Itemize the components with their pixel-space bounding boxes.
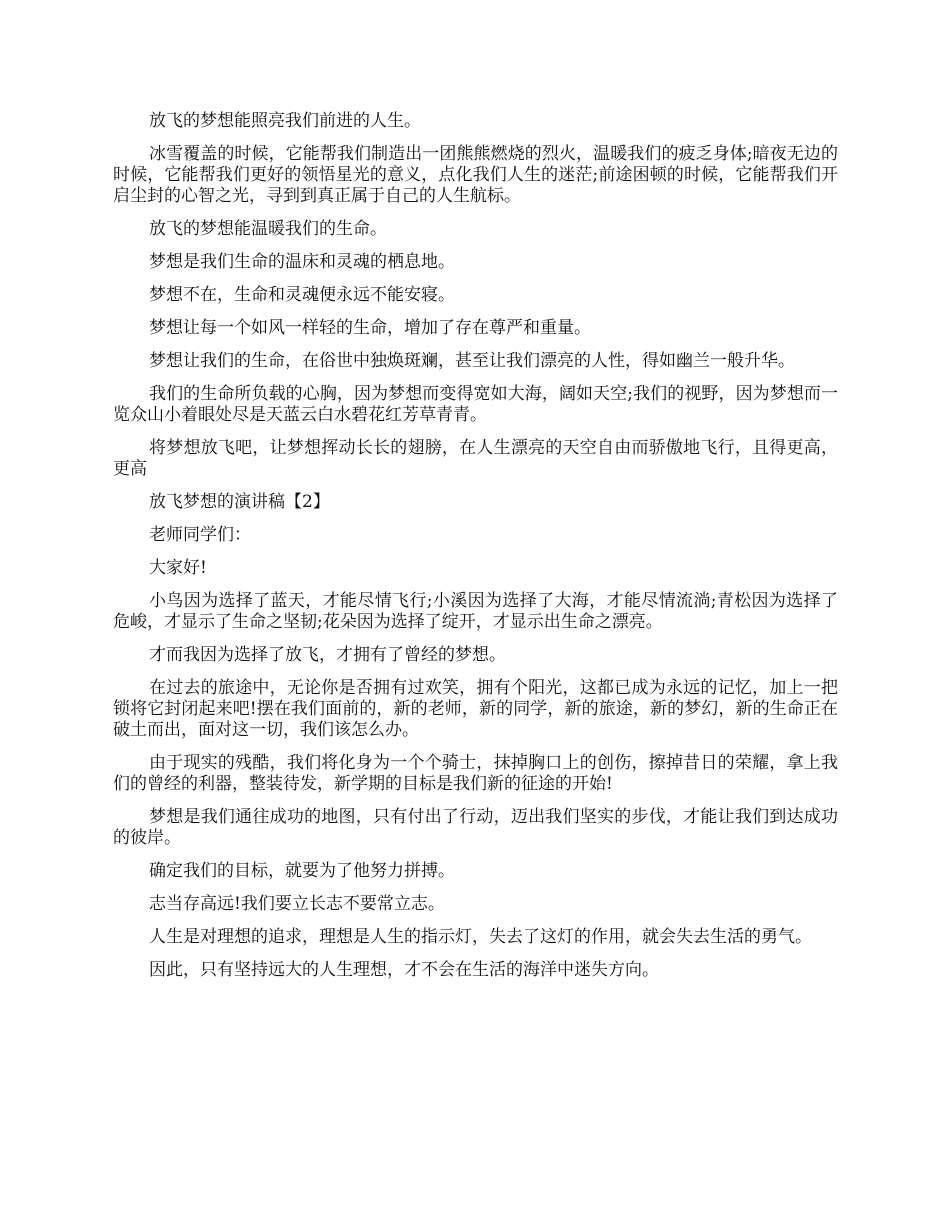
paragraph: 人生是对理想的追求，理想是人生的指示灯，失去了这灯的作用，就会失去生活的勇气。 [149,927,812,947]
paragraph: 放飞的梦想能温暖我们的生命。 [149,219,387,239]
paragraph: 梦想让每一个如风一样轻的生命，增加了存在尊严和重量。 [149,318,591,338]
paragraph: 由于现实的残酷，我们将化身为一个个骑士，抹掉胸口上的创伤，擦掉昔日的荣耀，拿上我们的曾经的利器，整装待发，新学期的目标是我们新的征途的开始! [113,753,838,794]
paragraph: 在过去的旅途中，无论你是否拥有过欢笑，拥有个阳光，这都已成为永远的记忆，加上一把锁将它封闭起来吧!摆在我们面前的，新的老师，新的同学，新的旅途，新的梦幻，新的生命正在破土而出，面对这一切，我们该怎么办。 [113,678,838,740]
paragraph: 梦想是我们通往成功的地图，只有付出了行动，迈出我们坚实的步伐，才能让我们到达成功的彼岸。 [113,807,838,848]
paragraph: 冰雪覆盖的时候，它能帮我们制造出一团熊熊燃烧的烈火，温暖我们的疲乏身体;暗夜无边的时候，它能帮我们更好的领悟星光的意义，点化我们人生的迷茫;前途困顿的时候，它能帮我们开启尘封的心智之光，寻到到真正属于自己的人生航标。 [113,144,838,206]
greeting: 大家好! [149,558,207,578]
document-body [113,111,838,993]
section-heading: 放飞梦想的演讲稿【2】 [149,492,330,512]
paragraph: 我们的生命所负载的心胸，因为梦想而变得宽如大海，阔如天空;我们的视野，因为梦想而一览众山小着眼处尽是天蓝云白水碧花红芳草青青。 [113,384,838,425]
paragraph: 放飞的梦想能照亮我们前进的人生。 [149,111,421,131]
paragraph: 确定我们的目标，就要为了他努力拼搏。 [149,861,455,881]
salutation: 老师同学们： [149,525,251,545]
paragraph: 因此，只有坚持远大的人生理想，才不会在生活的海洋中迷失方向。 [149,960,659,980]
paragraph: 梦想是我们生命的温床和灵魂的栖息地。 [149,252,455,272]
paragraph: 梦想不在，生命和灵魂便永远不能安寝。 [149,285,455,305]
paragraph: 志当存高远!我们要立长志不要常立志。 [149,894,445,914]
paragraph: 梦想让我们的生命，在俗世中独焕斑斓，甚至让我们漂亮的人性，得如幽兰一般升华。 [149,351,795,371]
paragraph: 小鸟因为选择了蓝天，才能尽情飞行;小溪因为选择了大海，才能尽情流淌;青松因为选择了危峻，才显示了生命之坚韧;花朵因为选择了绽开，才显示出生命之漂亮。 [113,591,838,632]
paragraph: 才而我因为选择了放飞，才拥有了曾经的梦想。 [149,645,506,665]
paragraph: 将梦想放飞吧，让梦想挥动长长的翅膀，在人生漂亮的天空自由而骄傲地飞行，且得更高，更高 [113,438,838,479]
